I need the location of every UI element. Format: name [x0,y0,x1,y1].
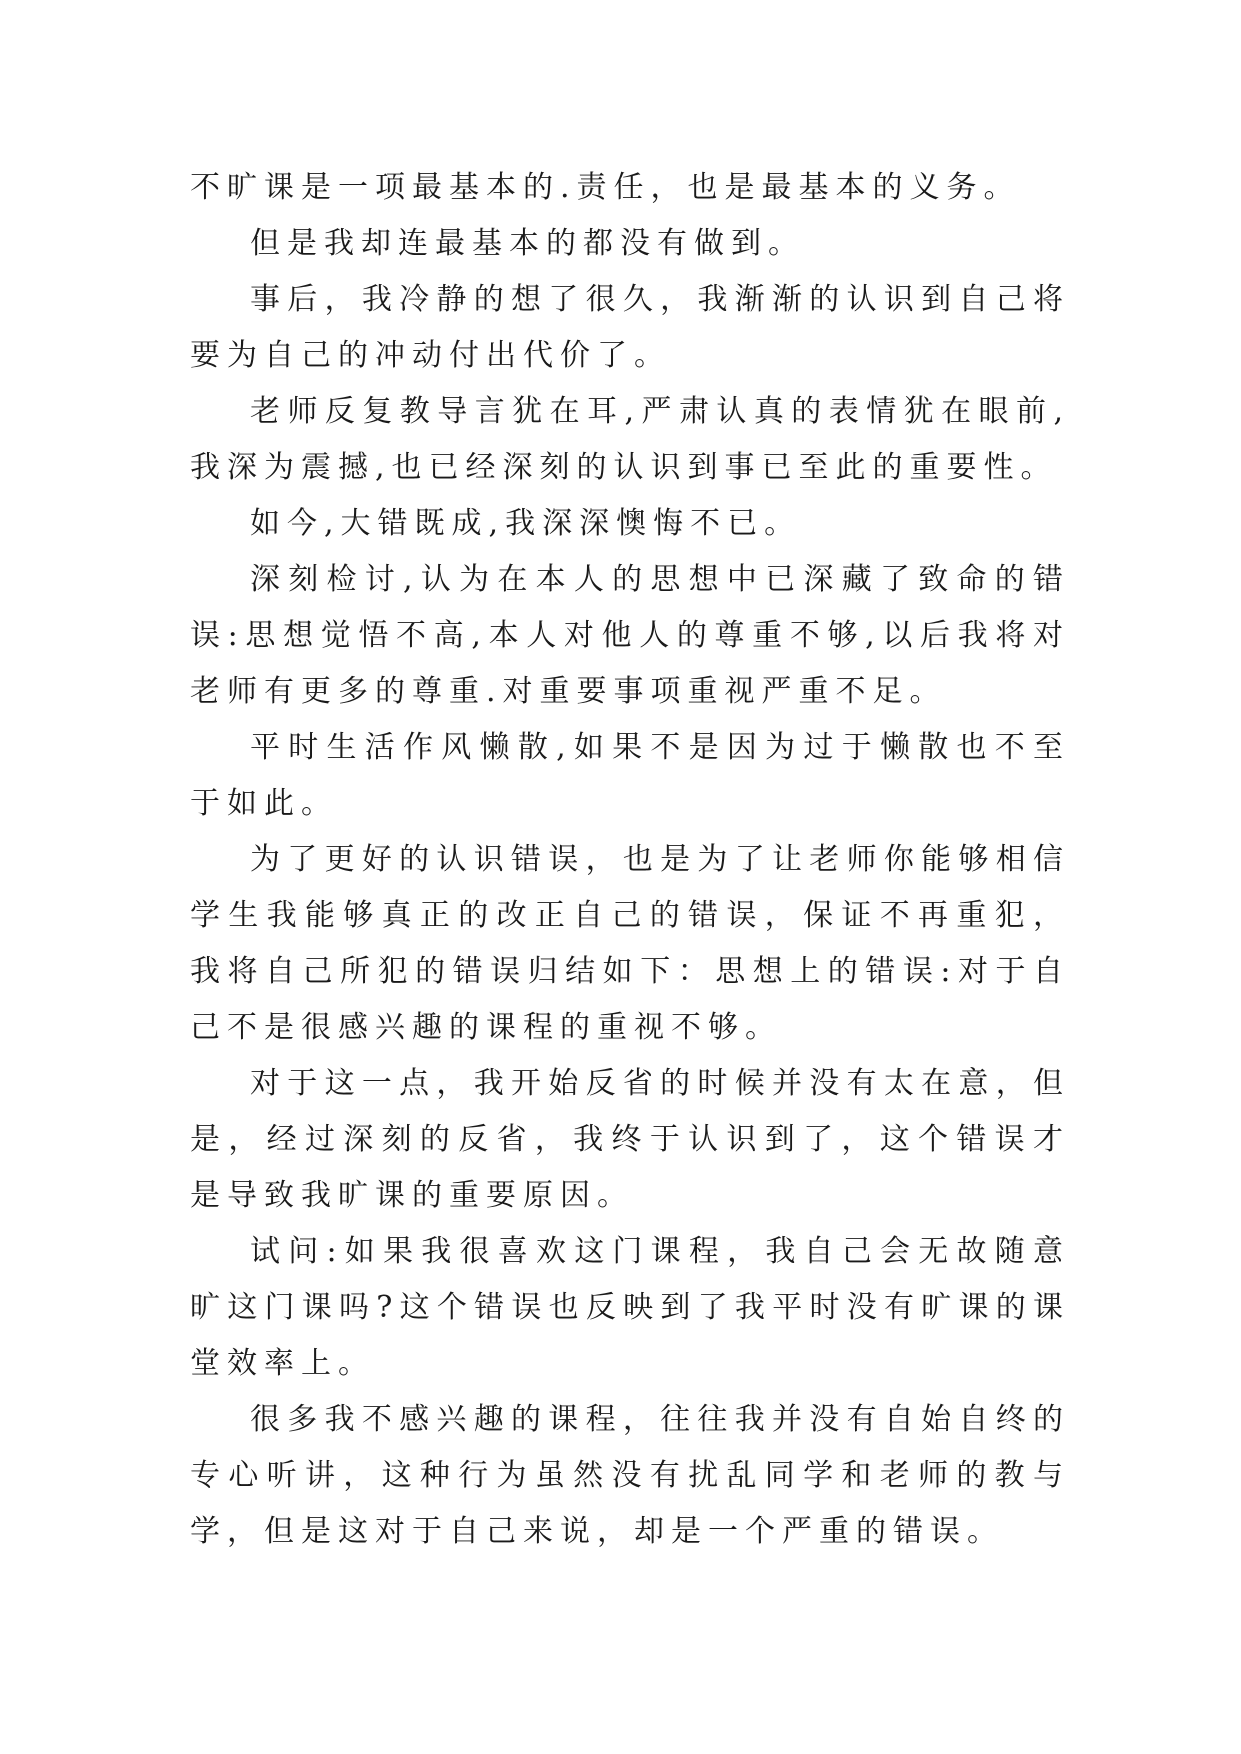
paragraph-1: 不旷课是一项最基本的.责任，也是最基本的义务。 [190,170,1021,205]
paragraph-5: 如今,大错既成,我深深懊悔不已。 [250,506,802,541]
paragraph-8: 为了更好的认识错误，也是为了让老师你能够相信学生我能够真正的改正自己的错误，保证不再重犯，我将自己所犯的错误归结如下：思想上的错误:对于自己不是很感兴趣的课程的重视不够。 [190,842,1070,1045]
paragraph-4: 老师反复教导言犹在耳,严肃认真的表情犹在眼前,我深为震撼,也已经深刻的认识到事已至此的重要性。 [190,394,1070,485]
paragraph-11: 很多我不感兴趣的课程，往往我并没有自始自终的专心听讲，这种行为虽然没有扰乱同学和老师的教与学，但是这对于自己来说，却是一个严重的错误。 [190,1402,1070,1549]
paragraph-3: 事后，我冷静的想了很久，我渐渐的认识到自己将要为自己的冲动付出代价了。 [190,282,1070,373]
paragraph-7: 平时生活作风懒散,如果不是因为过于懒散也不至于如此。 [190,730,1070,821]
document-body [190,160,1070,1560]
paragraph-2: 但是我却连最基本的都没有做到。 [250,226,805,261]
paragraph-10: 试问:如果我很喜欢这门课程，我自己会无故随意旷这门课吗?这个错误也反映到了我平时没有旷课的课堂效率上。 [190,1234,1070,1381]
paragraph-6: 深刻检讨,认为在本人的思想中已深藏了致命的错误:思想觉悟不高,本人对他人的尊重不够,以后我将对老师有更多的尊重.对重要事项重视严重不足。 [190,562,1070,709]
paragraph-9: 对于这一点，我开始反省的时候并没有太在意，但是，经过深刻的反省，我终于认识到了，这个错误才是导致我旷课的重要原因。 [190,1066,1070,1213]
